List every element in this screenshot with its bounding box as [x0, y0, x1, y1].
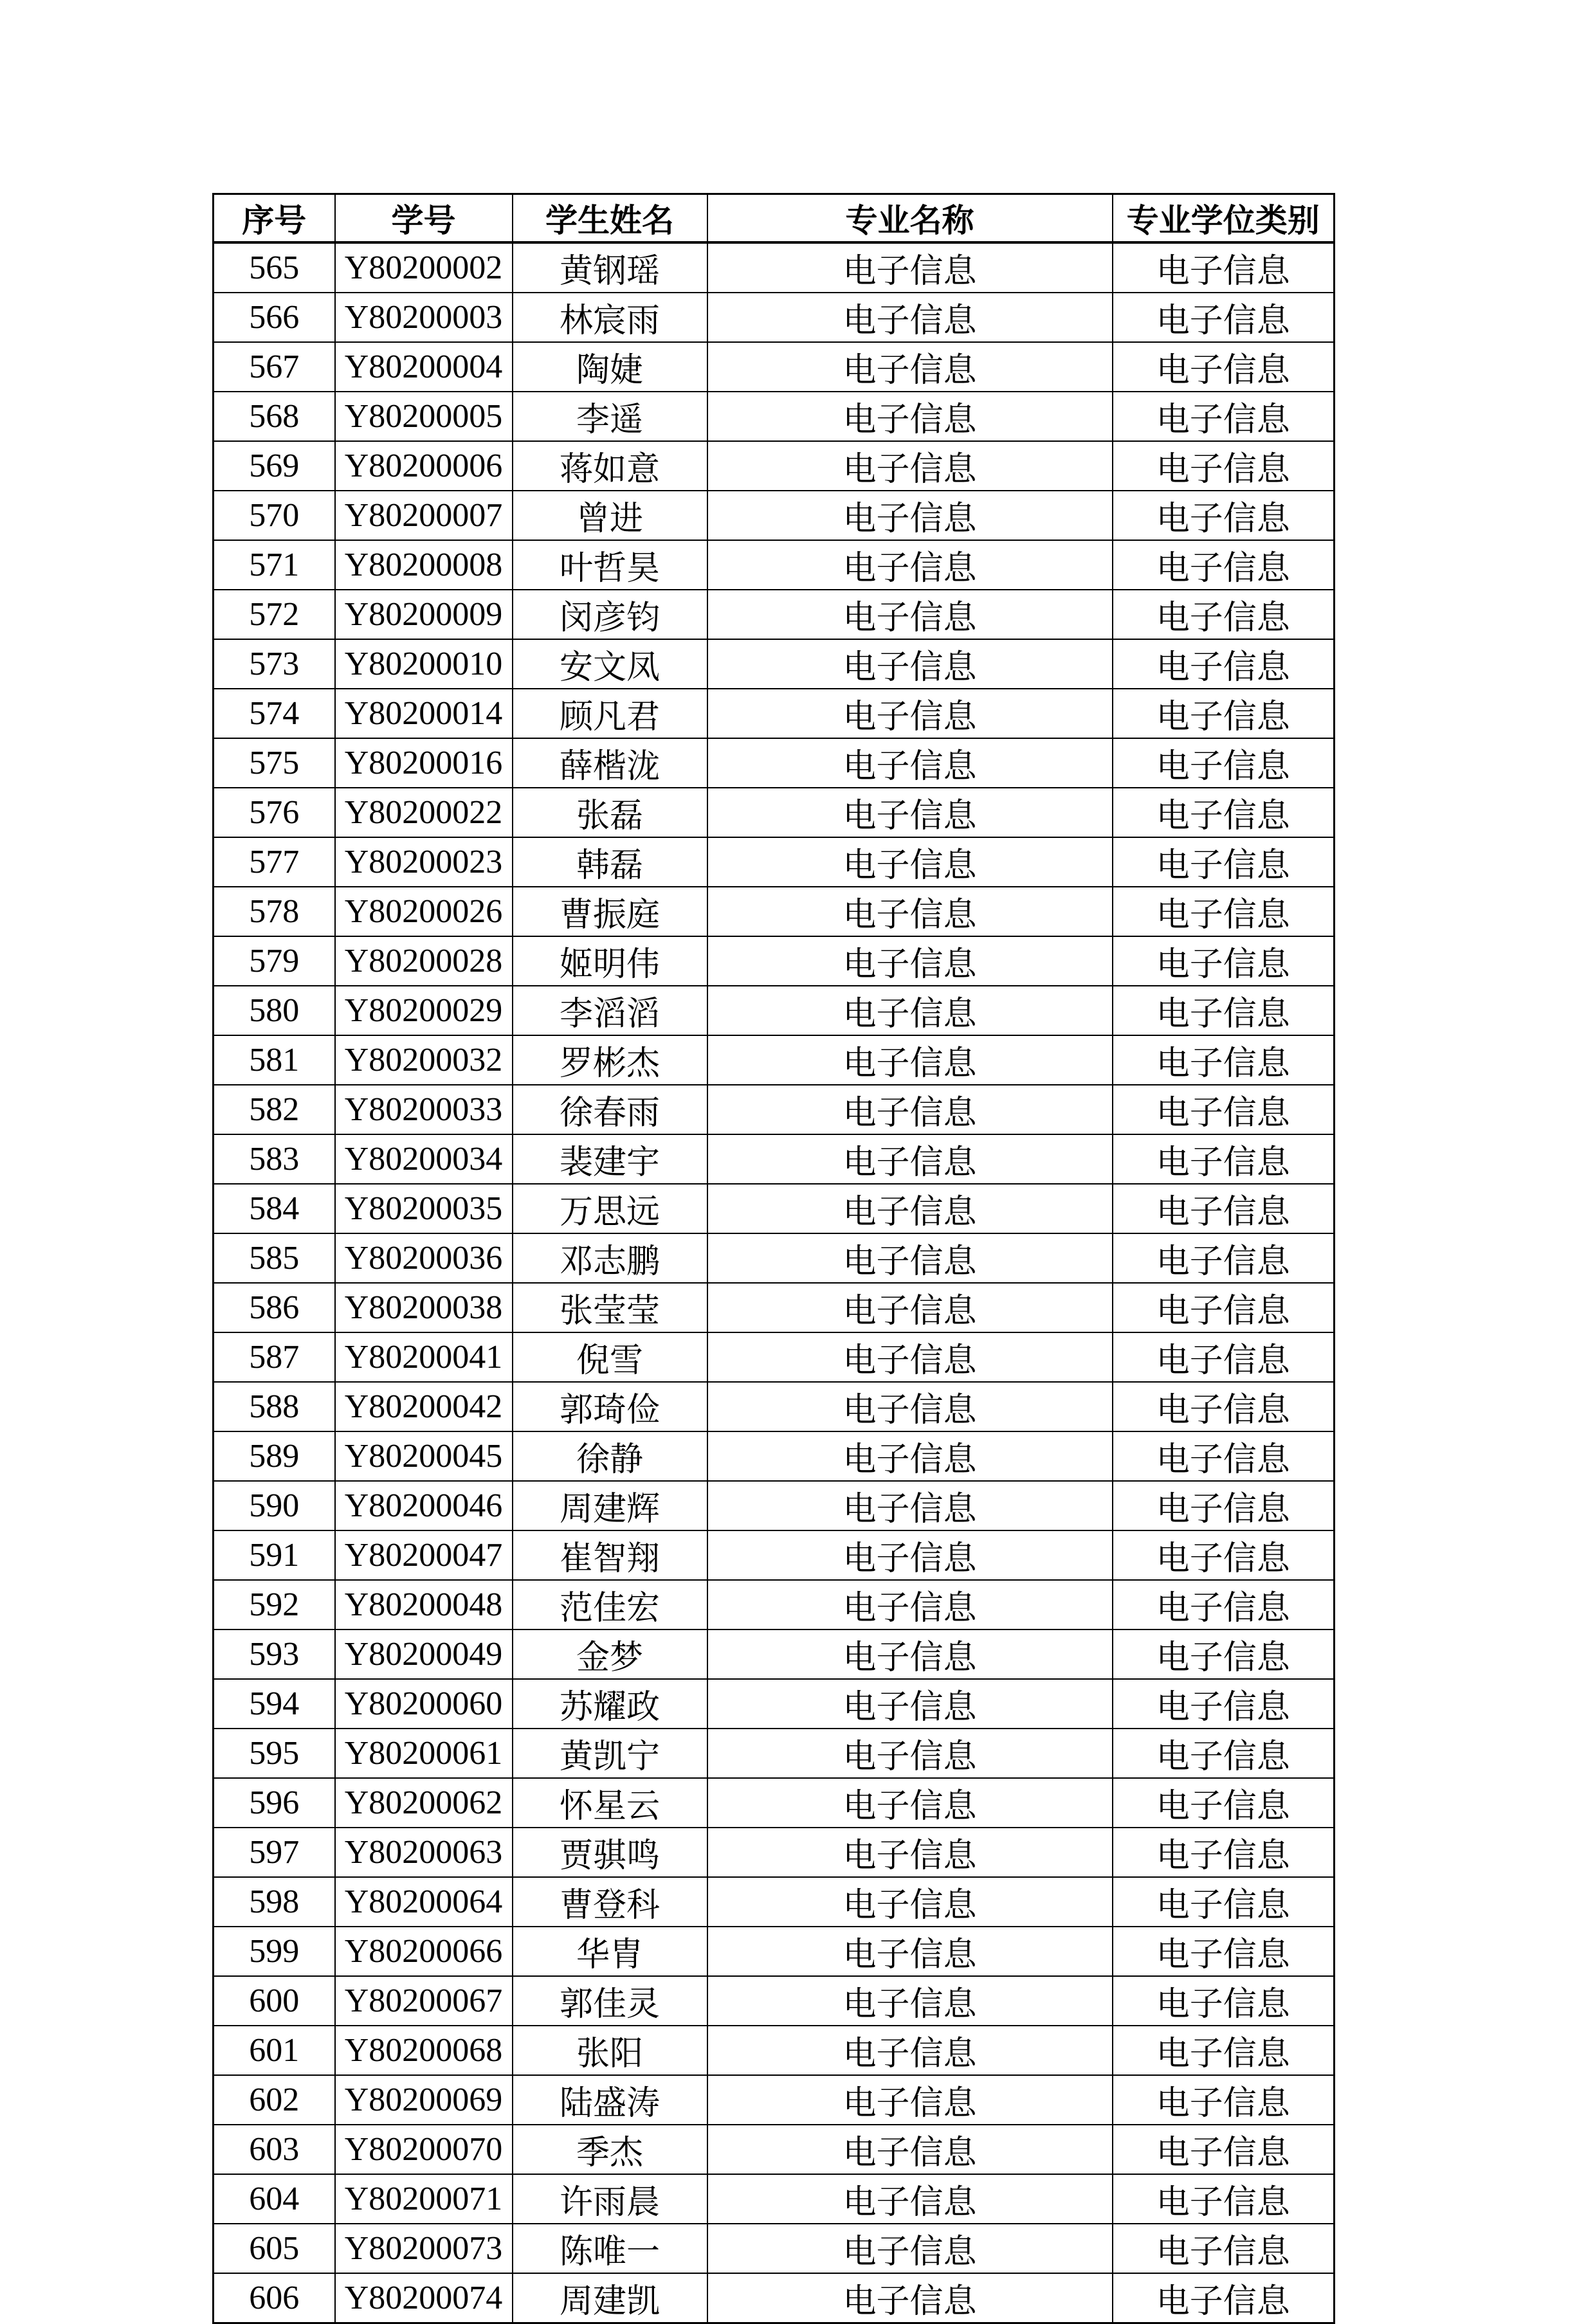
cell-student-name: 黄凯宁 [513, 1729, 707, 1778]
cell-major-name: 电子信息 [707, 936, 1113, 986]
cell-major-name: 电子信息 [707, 342, 1113, 392]
cell-degree-category: 电子信息 [1113, 293, 1335, 342]
cell-major-name: 电子信息 [707, 986, 1113, 1035]
cell-serial: 575 [214, 738, 335, 788]
cell-serial: 565 [214, 242, 335, 293]
cell-degree-category: 电子信息 [1113, 342, 1335, 392]
table-row [214, 1035, 1335, 1085]
table-row [214, 2273, 1335, 2323]
col-header-student-name: 学生姓名 [513, 194, 707, 243]
cell-major-name: 电子信息 [707, 1233, 1113, 1283]
cell-degree-category: 电子信息 [1113, 540, 1335, 590]
cell-major-name: 电子信息 [707, 242, 1113, 293]
cell-student-name: 曹振庭 [513, 887, 707, 936]
cell-major-name: 电子信息 [707, 689, 1113, 738]
cell-serial: 593 [214, 1630, 335, 1679]
table-row [214, 887, 1335, 936]
cell-degree-category: 电子信息 [1113, 1233, 1335, 1283]
cell-student-name: 万思远 [513, 1184, 707, 1233]
cell-serial: 589 [214, 1431, 335, 1481]
cell-student-id: Y80200068 [335, 2026, 513, 2075]
cell-student-id: Y80200071 [335, 2174, 513, 2224]
cell-student-name: 陆盛涛 [513, 2075, 707, 2125]
cell-major-name: 电子信息 [707, 2174, 1113, 2224]
cell-student-name: 倪雪 [513, 1332, 707, 1382]
cell-degree-category: 电子信息 [1113, 1184, 1335, 1233]
cell-major-name: 电子信息 [707, 1085, 1113, 1134]
cell-student-name: 薛楷泷 [513, 738, 707, 788]
cell-major-name: 电子信息 [707, 1729, 1113, 1778]
cell-serial: 582 [214, 1085, 335, 1134]
cell-degree-category: 电子信息 [1113, 2224, 1335, 2273]
table-row [214, 689, 1335, 738]
cell-serial: 595 [214, 1729, 335, 1778]
cell-major-name: 电子信息 [707, 1134, 1113, 1184]
cell-degree-category: 电子信息 [1113, 1134, 1335, 1184]
cell-major-name: 电子信息 [707, 1283, 1113, 1332]
cell-student-id: Y80200074 [335, 2273, 513, 2323]
cell-student-name: 安文凤 [513, 639, 707, 689]
table-row [214, 1927, 1335, 1976]
cell-degree-category: 电子信息 [1113, 242, 1335, 293]
cell-student-id: Y80200069 [335, 2075, 513, 2125]
cell-student-id: Y80200032 [335, 1035, 513, 1085]
cell-student-name: 苏耀政 [513, 1679, 707, 1729]
cell-degree-category: 电子信息 [1113, 1877, 1335, 1927]
table-row [214, 540, 1335, 590]
cell-serial: 599 [214, 1927, 335, 1976]
cell-student-name: 曹登科 [513, 1877, 707, 1927]
cell-major-name: 电子信息 [707, 1630, 1113, 1679]
table-row [214, 639, 1335, 689]
cell-degree-category: 电子信息 [1113, 887, 1335, 936]
cell-major-name: 电子信息 [707, 441, 1113, 491]
cell-student-name: 姬明伟 [513, 936, 707, 986]
table-row [214, 392, 1335, 441]
col-header-serial: 序号 [214, 194, 335, 243]
cell-student-id: Y80200063 [335, 1828, 513, 1877]
cell-student-id: Y80200047 [335, 1530, 513, 1580]
cell-student-id: Y80200009 [335, 590, 513, 639]
cell-degree-category: 电子信息 [1113, 1283, 1335, 1332]
table-row [214, 1431, 1335, 1481]
cell-major-name: 电子信息 [707, 837, 1113, 887]
cell-student-id: Y80200060 [335, 1679, 513, 1729]
cell-degree-category: 电子信息 [1113, 1332, 1335, 1382]
student-roster-table-wrap [212, 193, 1333, 2324]
cell-serial: 574 [214, 689, 335, 738]
table-row [214, 441, 1335, 491]
cell-student-id: Y80200070 [335, 2125, 513, 2174]
cell-major-name: 电子信息 [707, 1184, 1113, 1233]
cell-degree-category: 电子信息 [1113, 2026, 1335, 2075]
cell-student-id: Y80200042 [335, 1382, 513, 1431]
cell-degree-category: 电子信息 [1113, 1679, 1335, 1729]
cell-student-id: Y80200046 [335, 1481, 513, 1530]
cell-serial: 594 [214, 1679, 335, 1729]
cell-major-name: 电子信息 [707, 2026, 1113, 2075]
cell-student-id: Y80200004 [335, 342, 513, 392]
cell-major-name: 电子信息 [707, 1035, 1113, 1085]
table-row [214, 1828, 1335, 1877]
cell-serial: 584 [214, 1184, 335, 1233]
cell-serial: 605 [214, 2224, 335, 2273]
cell-major-name: 电子信息 [707, 788, 1113, 837]
student-roster-table [212, 193, 1335, 2324]
table-row [214, 738, 1335, 788]
table-row [214, 2224, 1335, 2273]
cell-student-id: Y80200010 [335, 639, 513, 689]
cell-student-name: 范佳宏 [513, 1580, 707, 1630]
cell-major-name: 电子信息 [707, 1431, 1113, 1481]
cell-student-name: 徐春雨 [513, 1085, 707, 1134]
cell-student-name: 华胄 [513, 1927, 707, 1976]
cell-serial: 601 [214, 2026, 335, 2075]
cell-major-name: 电子信息 [707, 738, 1113, 788]
cell-degree-category: 电子信息 [1113, 1828, 1335, 1877]
header-row [214, 194, 1335, 243]
cell-student-id: Y80200041 [335, 1332, 513, 1382]
cell-student-name: 张磊 [513, 788, 707, 837]
cell-serial: 570 [214, 491, 335, 540]
cell-degree-category: 电子信息 [1113, 2273, 1335, 2323]
table-row [214, 293, 1335, 342]
cell-serial: 583 [214, 1134, 335, 1184]
table-body [214, 242, 1335, 2323]
cell-degree-category: 电子信息 [1113, 441, 1335, 491]
cell-serial: 576 [214, 788, 335, 837]
cell-degree-category: 电子信息 [1113, 1085, 1335, 1134]
cell-serial: 603 [214, 2125, 335, 2174]
cell-student-name: 张阳 [513, 2026, 707, 2075]
cell-degree-category: 电子信息 [1113, 1729, 1335, 1778]
table-row [214, 242, 1335, 293]
cell-student-name: 罗彬杰 [513, 1035, 707, 1085]
table-row [214, 1877, 1335, 1927]
cell-major-name: 电子信息 [707, 2125, 1113, 2174]
cell-serial: 577 [214, 837, 335, 887]
cell-serial: 598 [214, 1877, 335, 1927]
cell-student-id: Y80200061 [335, 1729, 513, 1778]
cell-student-name: 周建凯 [513, 2273, 707, 2323]
cell-degree-category: 电子信息 [1113, 2075, 1335, 2125]
table-row [214, 1332, 1335, 1382]
table-row [214, 1530, 1335, 1580]
cell-student-id: Y80200006 [335, 441, 513, 491]
cell-student-name: 陶婕 [513, 342, 707, 392]
cell-student-id: Y80200026 [335, 887, 513, 936]
cell-student-id: Y80200045 [335, 1431, 513, 1481]
cell-degree-category: 电子信息 [1113, 392, 1335, 441]
cell-student-id: Y80200035 [335, 1184, 513, 1233]
table-row [214, 1778, 1335, 1828]
cell-student-id: Y80200007 [335, 491, 513, 540]
cell-serial: 586 [214, 1283, 335, 1332]
cell-student-name: 张莹莹 [513, 1283, 707, 1332]
table-row [214, 1679, 1335, 1729]
table-row [214, 1283, 1335, 1332]
cell-degree-category: 电子信息 [1113, 1481, 1335, 1530]
table-row [214, 837, 1335, 887]
cell-major-name: 电子信息 [707, 1332, 1113, 1382]
cell-student-name: 韩磊 [513, 837, 707, 887]
cell-student-name: 怀星云 [513, 1778, 707, 1828]
cell-major-name: 电子信息 [707, 1580, 1113, 1630]
col-header-degree-category: 专业学位类别 [1113, 194, 1335, 243]
cell-major-name: 电子信息 [707, 392, 1113, 441]
cell-student-name: 许雨晨 [513, 2174, 707, 2224]
cell-serial: 602 [214, 2075, 335, 2125]
cell-degree-category: 电子信息 [1113, 788, 1335, 837]
cell-student-id: Y80200022 [335, 788, 513, 837]
cell-major-name: 电子信息 [707, 2224, 1113, 2273]
cell-degree-category: 电子信息 [1113, 689, 1335, 738]
cell-serial: 587 [214, 1332, 335, 1382]
cell-degree-category: 电子信息 [1113, 590, 1335, 639]
cell-student-name: 顾凡君 [513, 689, 707, 738]
cell-student-id: Y80200008 [335, 540, 513, 590]
cell-serial: 590 [214, 1481, 335, 1530]
cell-degree-category: 电子信息 [1113, 1927, 1335, 1976]
table-row [214, 986, 1335, 1035]
cell-serial: 597 [214, 1828, 335, 1877]
cell-major-name: 电子信息 [707, 293, 1113, 342]
cell-student-id: Y80200005 [335, 392, 513, 441]
cell-student-id: Y80200073 [335, 2224, 513, 2273]
cell-student-name: 曾进 [513, 491, 707, 540]
cell-student-name: 崔智翔 [513, 1530, 707, 1580]
cell-major-name: 电子信息 [707, 1481, 1113, 1530]
cell-degree-category: 电子信息 [1113, 1778, 1335, 1828]
table-row [214, 2174, 1335, 2224]
cell-serial: 585 [214, 1233, 335, 1283]
cell-student-name: 徐静 [513, 1431, 707, 1481]
cell-major-name: 电子信息 [707, 887, 1113, 936]
cell-student-name: 黄钢瑶 [513, 242, 707, 293]
cell-major-name: 电子信息 [707, 1778, 1113, 1828]
cell-major-name: 电子信息 [707, 2273, 1113, 2323]
cell-student-name: 金梦 [513, 1630, 707, 1679]
cell-serial: 572 [214, 590, 335, 639]
cell-serial: 596 [214, 1778, 335, 1828]
col-header-major-name: 专业名称 [707, 194, 1113, 243]
cell-student-name: 郭佳灵 [513, 1976, 707, 2026]
cell-student-id: Y80200014 [335, 689, 513, 738]
cell-student-name: 裴建宇 [513, 1134, 707, 1184]
table-row [214, 2075, 1335, 2125]
cell-major-name: 电子信息 [707, 1382, 1113, 1431]
cell-student-id: Y80200062 [335, 1778, 513, 1828]
table-row [214, 936, 1335, 986]
cell-student-id: Y80200002 [335, 242, 513, 293]
cell-major-name: 电子信息 [707, 1679, 1113, 1729]
cell-degree-category: 电子信息 [1113, 639, 1335, 689]
cell-serial: 580 [214, 986, 335, 1035]
table-row [214, 1134, 1335, 1184]
cell-student-name: 蒋如意 [513, 441, 707, 491]
cell-student-id: Y80200028 [335, 936, 513, 986]
cell-student-name: 李滔滔 [513, 986, 707, 1035]
cell-student-id: Y80200067 [335, 1976, 513, 2026]
cell-serial: 567 [214, 342, 335, 392]
cell-student-name: 邓志鹏 [513, 1233, 707, 1283]
cell-serial: 581 [214, 1035, 335, 1085]
cell-student-name: 郭琦俭 [513, 1382, 707, 1431]
cell-student-name: 贾骐鸣 [513, 1828, 707, 1877]
cell-degree-category: 电子信息 [1113, 1530, 1335, 1580]
cell-student-id: Y80200048 [335, 1580, 513, 1630]
cell-serial: 591 [214, 1530, 335, 1580]
cell-student-id: Y80200016 [335, 738, 513, 788]
cell-degree-category: 电子信息 [1113, 491, 1335, 540]
table-row [214, 1976, 1335, 2026]
table-row [214, 1481, 1335, 1530]
cell-major-name: 电子信息 [707, 1828, 1113, 1877]
cell-major-name: 电子信息 [707, 1530, 1113, 1580]
cell-serial: 569 [214, 441, 335, 491]
cell-student-id: Y80200036 [335, 1233, 513, 1283]
cell-serial: 578 [214, 887, 335, 936]
cell-student-id: Y80200064 [335, 1877, 513, 1927]
cell-major-name: 电子信息 [707, 2075, 1113, 2125]
cell-degree-category: 电子信息 [1113, 1035, 1335, 1085]
cell-student-id: Y80200034 [335, 1134, 513, 1184]
cell-degree-category: 电子信息 [1113, 837, 1335, 887]
table-header [214, 194, 1335, 243]
cell-major-name: 电子信息 [707, 1877, 1113, 1927]
cell-student-id: Y80200003 [335, 293, 513, 342]
table-row [214, 491, 1335, 540]
cell-major-name: 电子信息 [707, 1927, 1113, 1976]
cell-serial: 600 [214, 1976, 335, 2026]
cell-serial: 588 [214, 1382, 335, 1431]
cell-degree-category: 电子信息 [1113, 1630, 1335, 1679]
cell-student-name: 季杰 [513, 2125, 707, 2174]
cell-student-id: Y80200029 [335, 986, 513, 1035]
cell-serial: 568 [214, 392, 335, 441]
col-header-student-id: 学号 [335, 194, 513, 243]
cell-degree-category: 电子信息 [1113, 1580, 1335, 1630]
cell-degree-category: 电子信息 [1113, 1382, 1335, 1431]
cell-serial: 573 [214, 639, 335, 689]
table-row [214, 1085, 1335, 1134]
table-row [214, 1233, 1335, 1283]
table-row [214, 1580, 1335, 1630]
cell-major-name: 电子信息 [707, 590, 1113, 639]
cell-degree-category: 电子信息 [1113, 1976, 1335, 2026]
cell-degree-category: 电子信息 [1113, 738, 1335, 788]
table-row [214, 1729, 1335, 1778]
cell-student-name: 闵彦钧 [513, 590, 707, 639]
cell-degree-category: 电子信息 [1113, 2174, 1335, 2224]
cell-student-id: Y80200038 [335, 1283, 513, 1332]
cell-serial: 579 [214, 936, 335, 986]
cell-serial: 592 [214, 1580, 335, 1630]
cell-student-name: 叶哲昊 [513, 540, 707, 590]
cell-student-id: Y80200049 [335, 1630, 513, 1679]
cell-major-name: 电子信息 [707, 1976, 1113, 2026]
cell-serial: 571 [214, 540, 335, 590]
table-row [214, 788, 1335, 837]
cell-student-id: Y80200023 [335, 837, 513, 887]
cell-major-name: 电子信息 [707, 491, 1113, 540]
cell-student-name: 林宸雨 [513, 293, 707, 342]
cell-student-name: 李遥 [513, 392, 707, 441]
cell-student-name: 周建辉 [513, 1481, 707, 1530]
table-row [214, 342, 1335, 392]
table-row [214, 2125, 1335, 2174]
cell-student-id: Y80200033 [335, 1085, 513, 1134]
cell-serial: 566 [214, 293, 335, 342]
table-row [214, 1184, 1335, 1233]
cell-student-id: Y80200066 [335, 1927, 513, 1976]
cell-major-name: 电子信息 [707, 639, 1113, 689]
table-row [214, 590, 1335, 639]
table-row [214, 2026, 1335, 2075]
cell-serial: 606 [214, 2273, 335, 2323]
cell-serial: 604 [214, 2174, 335, 2224]
cell-degree-category: 电子信息 [1113, 986, 1335, 1035]
table-row [214, 1630, 1335, 1679]
cell-student-name: 陈唯一 [513, 2224, 707, 2273]
cell-degree-category: 电子信息 [1113, 2125, 1335, 2174]
cell-degree-category: 电子信息 [1113, 936, 1335, 986]
cell-degree-category: 电子信息 [1113, 1431, 1335, 1481]
table-row [214, 1382, 1335, 1431]
cell-major-name: 电子信息 [707, 540, 1113, 590]
